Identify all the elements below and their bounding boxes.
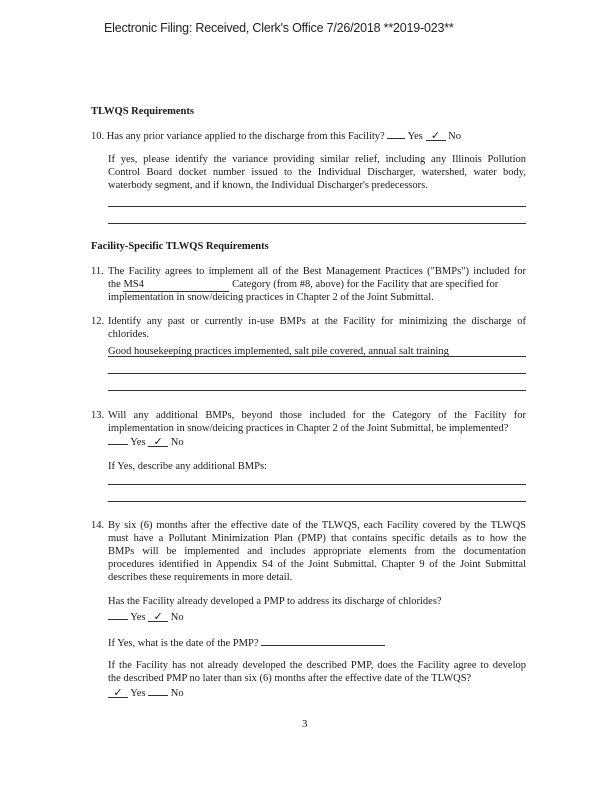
q14-line-4: procedures identified in Appendix S4 of the Joint Submittal. Chapter 9 of the Joint Submittal [108, 559, 526, 570]
check-mark-icon: ✓ [430, 130, 441, 142]
q14-line-5: describes these requirements in more detail. [108, 572, 293, 583]
q13-yes-blank[interactable] [108, 434, 128, 445]
q10-no-blank[interactable] [426, 130, 446, 141]
q11-line-2 [108, 278, 526, 292]
filing-header: Electronic Filing: Received, Clerk's Office 7/26/2018 **2019-023** [104, 21, 454, 35]
q10-yes-label: Yes [407, 131, 423, 142]
q13-yes-no [108, 434, 184, 449]
q14-sub3-line-2: the described PMP no later than six (6) months after the effective date of the TLWQS? [108, 673, 472, 684]
q12-line-2: chlorides. [108, 329, 150, 340]
q11-line-3: implementation in snow/deicing practices in Chapter 2 of the Joint Submittal. [108, 292, 434, 303]
q13-line-2: implementation in snow/deicing practices in Chapter 2 of the Joint Submittal, be implemented? [108, 423, 509, 434]
q12-answer-text[interactable]: Good housekeeping practices implemented, salt pile covered, annual salt training [108, 346, 449, 357]
q11-category-field[interactable] [123, 278, 229, 292]
q14-sub2 [108, 635, 385, 650]
q12-answer-line-3[interactable] [108, 390, 526, 391]
check-mark-icon: ✓ [153, 436, 163, 448]
check-mark-icon: ✓ [153, 611, 163, 623]
q14-sub2-question: If Yes, what is the date of the PMP? [108, 638, 259, 649]
q10-text: Has any prior variance applied to the discharge from this Facility? [106, 131, 385, 142]
q13-answer-line-1[interactable] [108, 484, 526, 485]
q14-number: 14. [91, 520, 105, 531]
q10-followup-line-1: If yes, please identify the variance providing similar relief, including any Illinois Pollution [108, 154, 526, 165]
section-heading-facility-specific: Facility-Specific TLWQS Requirements [91, 241, 269, 252]
q14-sub3-yes-label: Yes [130, 688, 146, 699]
q10-answer-line-2[interactable] [108, 223, 526, 224]
question-10 [91, 128, 461, 143]
q11-category-value: MS4 [123, 279, 144, 290]
q13-answer-line-2[interactable] [108, 501, 526, 502]
q14-sub1-no-blank[interactable] [148, 611, 168, 622]
q14-sub3-yes-blank[interactable] [108, 687, 128, 698]
q14-sub3-no-label: No [170, 688, 184, 699]
q11-line2-post: Category (from #8, above) for the Facility that are specified for [232, 279, 499, 290]
q14-sub1-no-label: No [170, 612, 184, 623]
check-mark-icon: ✓ [113, 687, 123, 699]
q11-line-1: The Facility agrees to implement all of the Best Management Practices ("BMPs") included for [108, 266, 526, 277]
q14-line-2: must have a Pollutant Minimization Plan (PMP) that contains specific details as to how the [108, 533, 526, 544]
q14-sub1-yes-label: Yes [130, 612, 146, 623]
q14-sub3-yes-no [108, 685, 184, 700]
q10-yes-blank[interactable] [387, 128, 405, 139]
q10-number: 10. [91, 131, 105, 142]
q14-sub1-yes-blank[interactable] [108, 609, 128, 620]
q10-followup-line-2: Control Board docket number issued to the Individual Discharger, watershed, water body, [108, 167, 526, 178]
q13-line-1: Will any additional BMPs, beyond those included for the Category of the Facility for [108, 410, 526, 421]
q11-number: 11. [91, 266, 104, 277]
q12-line-1: Identify any past or currently in-use BMPs at the Facility for minimizing the discharge of [108, 316, 526, 327]
q14-sub1-question: Has the Facility already developed a PMP to address its discharge of chlorides? [108, 596, 442, 607]
q12-answer-line-2[interactable] [108, 373, 526, 374]
q12-answer-line-1 [108, 356, 526, 357]
q10-followup-line-3: waterbody segment, and if known, the Individual Discharger's predecessors. [108, 180, 428, 191]
q14-sub3-line-1: If the Facility has not already developed the described PMP, does the Facility agree to develop [108, 660, 526, 671]
q13-no-blank[interactable] [148, 436, 168, 447]
section-heading-tlwqs: TLWQS Requirements [91, 106, 194, 117]
q14-line-1: By six (6) months after the effective date of the TLWQS, each Facility covered by the TLWQS [108, 520, 526, 531]
pmp-date-field[interactable] [261, 635, 385, 646]
q12-number: 12. [91, 316, 105, 327]
page-number: 3 [302, 718, 308, 730]
q13-number: 13. [91, 410, 105, 421]
q14-sub1-yes-no [108, 609, 184, 624]
q14-line-3: BMPs will be implemented and includes appropriate elements from the documentation [108, 546, 526, 557]
q13-no-label: No [170, 437, 184, 448]
q13-followup: If Yes, describe any additional BMPs: [108, 461, 267, 472]
q14-sub3-no-blank[interactable] [148, 685, 168, 696]
q13-yes-label: Yes [130, 437, 146, 448]
q11-line2-pre: the [108, 279, 121, 290]
q10-answer-line-1[interactable] [108, 206, 526, 207]
q10-no-label: No [448, 131, 461, 142]
